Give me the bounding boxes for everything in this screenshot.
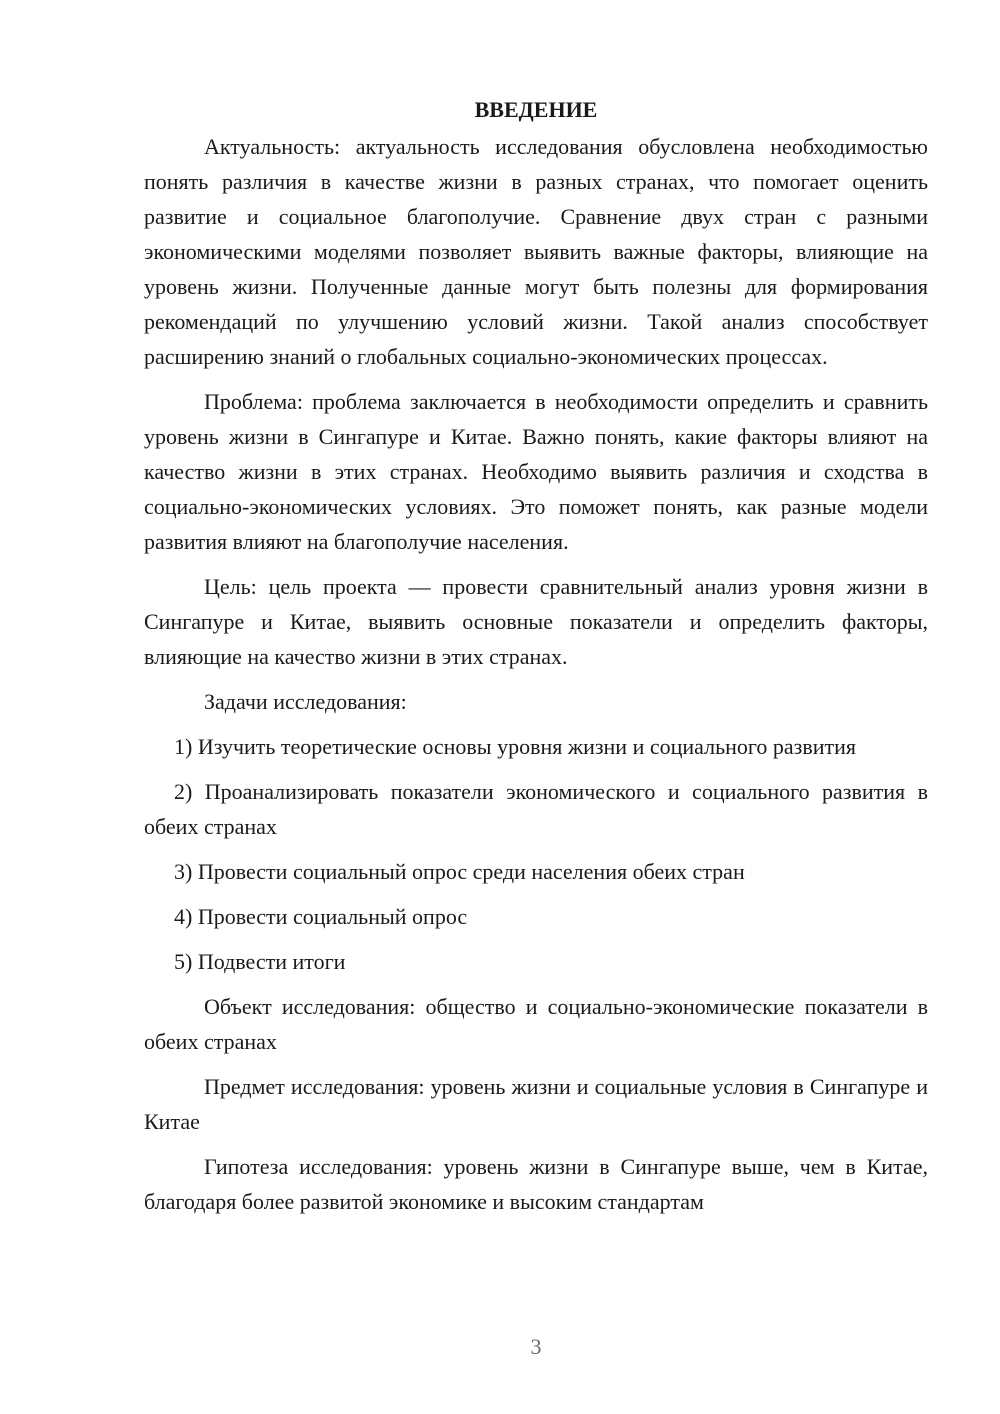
- subject-paragraph: Предмет исследования: уровень жизни и социальные условия в Сингапуре и Китае: [144, 1074, 928, 1134]
- task-item-2: 2) Проанализировать показатели экономического и социального развития в обеих странах: [144, 779, 928, 839]
- tasks-heading: Задачи исследования:: [204, 689, 407, 714]
- task-item-1: 1) Изучить теоретические основы уровня жизни и социального развития: [174, 734, 856, 759]
- problem-paragraph: Проблема: проблема заключается в необходимости определить и сравнить уровень жизни в Сингапуре и Китае. Важно понять, какие факторы влияют на качество жизни в этих странах. Необходимо выявить различия и сходства в социально-экономических условиях. Это поможет понять, как разные модели развития влияют на благополучие населения.: [144, 389, 928, 554]
- page-title: ВВЕДЕНИЕ: [474, 97, 598, 122]
- task-item-5: 5) Подвести итоги: [174, 949, 346, 974]
- hypothesis-paragraph: Гипотеза исследования: уровень жизни в Сингапуре выше, чем в Китае, благодаря более развитой экономике и высоким стандартам: [144, 1154, 928, 1214]
- goal-paragraph: Цель: цель проекта — провести сравнительный анализ уровня жизни в Сингапуре и Китае, выявить основные показатели и определить факторы, влияющие на качество жизни в этих странах.: [144, 574, 928, 669]
- object-paragraph: Объект исследования: общество и социально-экономические показатели в обеих странах: [144, 994, 928, 1054]
- relevance-paragraph: Актуальность: актуальность исследования обусловлена необходимостью понять различия в качестве жизни в разных странах, что помогает оценить развитие и социальное благополучие. Сравнение двух стран с разными экономическими моделями позволяет выявить важные факторы, влияющие на уровень жизни. Полученные данные могут быть полезны для формирования рекомендаций по улучшению условий жизни. Такой анализ способствует расширению знаний о глобальных социально-экономических процессах.: [144, 134, 928, 369]
- task-item-3: 3) Провести социальный опрос среди населения обеих стран: [174, 859, 745, 884]
- document-page: [144, 92, 928, 1227]
- task-item-4: 4) Провести социальный опрос: [174, 904, 468, 929]
- page-number: 3: [530, 1334, 542, 1359]
